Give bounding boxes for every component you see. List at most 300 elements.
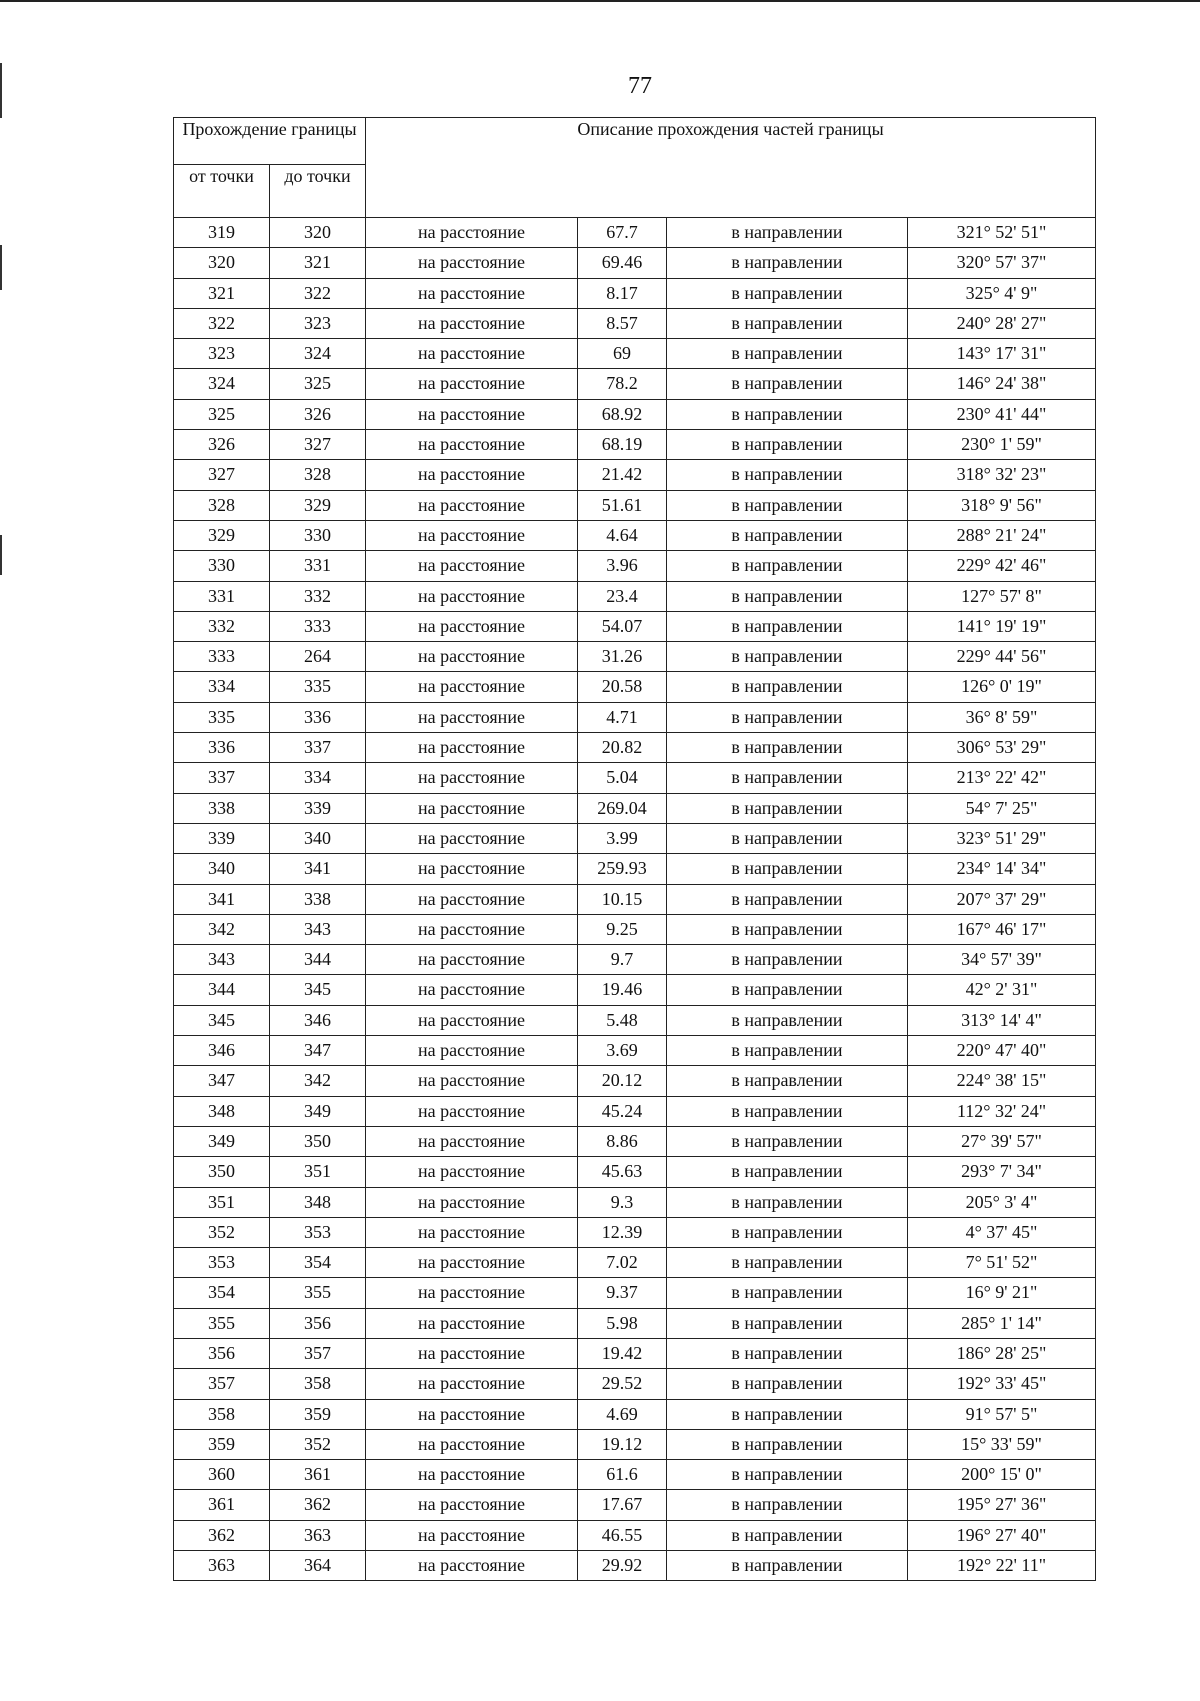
cell-distance-label: на расстояние — [366, 581, 578, 611]
cell-distance-value: 69.46 — [578, 248, 667, 278]
cell-direction-angle: 146° 24' 38" — [908, 369, 1096, 399]
cell-to-point: 345 — [270, 975, 366, 1005]
cell-direction-label: в направлении — [667, 399, 908, 429]
cell-from-point: 350 — [174, 1157, 270, 1187]
cell-direction-label: в направлении — [667, 1187, 908, 1217]
table-row — [174, 339, 1096, 369]
table-row — [174, 672, 1096, 702]
cell-to-point: 346 — [270, 1005, 366, 1035]
cell-distance-value: 51.61 — [578, 490, 667, 520]
cell-from-point: 363 — [174, 1551, 270, 1581]
cell-distance-value: 20.58 — [578, 672, 667, 702]
cell-from-point: 337 — [174, 763, 270, 793]
header-passage: Прохождение границы — [174, 118, 366, 165]
cell-distance-value: 8.86 — [578, 1126, 667, 1156]
cell-from-point: 334 — [174, 672, 270, 702]
cell-to-point: 327 — [270, 430, 366, 460]
cell-to-point: 348 — [270, 1187, 366, 1217]
cell-to-point: 325 — [270, 369, 366, 399]
cell-from-point: 357 — [174, 1369, 270, 1399]
cell-to-point: 328 — [270, 460, 366, 490]
cell-direction-angle: 229° 42' 46" — [908, 551, 1096, 581]
cell-direction-angle: 196° 27' 40" — [908, 1520, 1096, 1550]
cell-distance-value: 4.64 — [578, 520, 667, 550]
cell-to-point: 342 — [270, 1066, 366, 1096]
cell-distance-label: на расстояние — [366, 763, 578, 793]
cell-distance-label: на расстояние — [366, 339, 578, 369]
cell-distance-value: 3.69 — [578, 1036, 667, 1066]
cell-direction-angle: 318° 9' 56" — [908, 490, 1096, 520]
cell-to-point: 322 — [270, 278, 366, 308]
cell-to-point: 339 — [270, 793, 366, 823]
cell-to-point: 352 — [270, 1429, 366, 1459]
header-to-point: до точки — [270, 165, 366, 218]
table-row — [174, 1399, 1096, 1429]
cell-to-point: 349 — [270, 1096, 366, 1126]
cell-from-point: 333 — [174, 642, 270, 672]
cell-distance-value: 9.3 — [578, 1187, 667, 1217]
cell-direction-label: в направлении — [667, 1278, 908, 1308]
cell-distance-value: 69 — [578, 339, 667, 369]
cell-direction-label: в направлении — [667, 945, 908, 975]
cell-to-point: 329 — [270, 490, 366, 520]
cell-direction-label: в направлении — [667, 460, 908, 490]
cell-to-point: 343 — [270, 914, 366, 944]
cell-distance-label: на расстояние — [366, 611, 578, 641]
cell-direction-angle: 323° 51' 29" — [908, 823, 1096, 853]
cell-distance-label: на расстояние — [366, 308, 578, 338]
table-row — [174, 945, 1096, 975]
cell-distance-label: на расстояние — [366, 1096, 578, 1126]
cell-from-point: 346 — [174, 1036, 270, 1066]
cell-to-point: 323 — [270, 308, 366, 338]
cell-to-point: 330 — [270, 520, 366, 550]
cell-direction-angle: 127° 57' 8" — [908, 581, 1096, 611]
cell-distance-label: на расстояние — [366, 672, 578, 702]
table-row — [174, 278, 1096, 308]
cell-from-point: 361 — [174, 1490, 270, 1520]
table-row — [174, 1096, 1096, 1126]
cell-direction-label: в направлении — [667, 1520, 908, 1550]
cell-from-point: 345 — [174, 1005, 270, 1035]
cell-distance-label: на расстояние — [366, 793, 578, 823]
cell-direction-angle: 186° 28' 25" — [908, 1338, 1096, 1368]
cell-to-point: 331 — [270, 551, 366, 581]
cell-from-point: 352 — [174, 1217, 270, 1247]
cell-from-point: 349 — [174, 1126, 270, 1156]
table-row — [174, 642, 1096, 672]
cell-from-point: 359 — [174, 1429, 270, 1459]
cell-direction-label: в направлении — [667, 1429, 908, 1459]
cell-distance-value: 45.24 — [578, 1096, 667, 1126]
table-row — [174, 1036, 1096, 1066]
cell-distance-value: 45.63 — [578, 1157, 667, 1187]
table-row — [174, 823, 1096, 853]
table-row — [174, 520, 1096, 550]
cell-from-point: 343 — [174, 945, 270, 975]
cell-direction-angle: 230° 41' 44" — [908, 399, 1096, 429]
cell-direction-label: в направлении — [667, 1248, 908, 1278]
cell-to-point: 341 — [270, 854, 366, 884]
cell-distance-value: 4.71 — [578, 702, 667, 732]
cell-distance-label: на расстояние — [366, 854, 578, 884]
cell-to-point: 355 — [270, 1278, 366, 1308]
cell-from-point: 321 — [174, 278, 270, 308]
cell-to-point: 358 — [270, 1369, 366, 1399]
cell-distance-label: на расстояние — [366, 430, 578, 460]
cell-from-point: 335 — [174, 702, 270, 732]
cell-distance-value: 21.42 — [578, 460, 667, 490]
cell-from-point: 331 — [174, 581, 270, 611]
cell-direction-angle: 320° 57' 37" — [908, 248, 1096, 278]
cell-from-point: 348 — [174, 1096, 270, 1126]
cell-direction-angle: 126° 0' 19" — [908, 672, 1096, 702]
header-from-point: от точки — [174, 165, 270, 218]
cell-direction-angle: 230° 1' 59" — [908, 430, 1096, 460]
cell-direction-label: в направлении — [667, 430, 908, 460]
cell-direction-label: в направлении — [667, 733, 908, 763]
cell-distance-value: 54.07 — [578, 611, 667, 641]
table-row — [174, 551, 1096, 581]
cell-distance-value: 61.6 — [578, 1460, 667, 1490]
cell-distance-value: 23.4 — [578, 581, 667, 611]
cell-direction-label: в направлении — [667, 1036, 908, 1066]
cell-from-point: 328 — [174, 490, 270, 520]
cell-distance-label: на расстояние — [366, 884, 578, 914]
cell-to-point: 356 — [270, 1308, 366, 1338]
cell-to-point: 361 — [270, 1460, 366, 1490]
cell-direction-angle: 318° 32' 23" — [908, 460, 1096, 490]
cell-direction-angle: 224° 38' 15" — [908, 1066, 1096, 1096]
cell-distance-label: на расстояние — [366, 945, 578, 975]
cell-distance-label: на расстояние — [366, 1460, 578, 1490]
cell-distance-value: 9.25 — [578, 914, 667, 944]
cell-distance-value: 5.98 — [578, 1308, 667, 1338]
table-row — [174, 460, 1096, 490]
cell-distance-label: на расстояние — [366, 1551, 578, 1581]
cell-direction-angle: 27° 39' 57" — [908, 1126, 1096, 1156]
cell-direction-angle: 112° 32' 24" — [908, 1096, 1096, 1126]
cell-distance-label: на расстояние — [366, 1157, 578, 1187]
cell-distance-label: на расстояние — [366, 1338, 578, 1368]
cell-direction-angle: 36° 8' 59" — [908, 702, 1096, 732]
cell-direction-angle: 195° 27' 36" — [908, 1490, 1096, 1520]
cell-distance-label: на расстояние — [366, 490, 578, 520]
table-header — [174, 118, 1096, 218]
cell-direction-angle: 207° 37' 29" — [908, 884, 1096, 914]
cell-direction-angle: 288° 21' 24" — [908, 520, 1096, 550]
cell-distance-value: 7.02 — [578, 1248, 667, 1278]
cell-direction-angle: 143° 17' 31" — [908, 339, 1096, 369]
cell-from-point: 347 — [174, 1066, 270, 1096]
cell-to-point: 357 — [270, 1338, 366, 1368]
cell-direction-label: в направлении — [667, 308, 908, 338]
cell-direction-label: в направлении — [667, 1399, 908, 1429]
cell-from-point: 362 — [174, 1520, 270, 1550]
table-row — [174, 1551, 1096, 1581]
cell-from-point: 322 — [174, 308, 270, 338]
cell-to-point: 335 — [270, 672, 366, 702]
cell-from-point: 344 — [174, 975, 270, 1005]
cell-distance-value: 67.7 — [578, 218, 667, 248]
cell-direction-label: в направлении — [667, 914, 908, 944]
cell-direction-label: в направлении — [667, 1126, 908, 1156]
cell-direction-label: в направлении — [667, 1338, 908, 1368]
table-row — [174, 399, 1096, 429]
cell-distance-label: на расстояние — [366, 278, 578, 308]
table-row — [174, 369, 1096, 399]
cell-direction-angle: 220° 47' 40" — [908, 1036, 1096, 1066]
cell-distance-value: 9.7 — [578, 945, 667, 975]
cell-to-point: 264 — [270, 642, 366, 672]
cell-distance-value: 19.42 — [578, 1338, 667, 1368]
cell-direction-label: в направлении — [667, 884, 908, 914]
table-row — [174, 1005, 1096, 1035]
cell-distance-label: на расстояние — [366, 642, 578, 672]
cell-distance-label: на расстояние — [366, 248, 578, 278]
cell-direction-label: в направлении — [667, 581, 908, 611]
cell-direction-label: в направлении — [667, 1217, 908, 1247]
table-row — [174, 914, 1096, 944]
cell-direction-label: в направлении — [667, 702, 908, 732]
cell-direction-label: в направлении — [667, 823, 908, 853]
cell-distance-label: на расстояние — [366, 1490, 578, 1520]
cell-direction-angle: 42° 2' 31" — [908, 975, 1096, 1005]
cell-from-point: 354 — [174, 1278, 270, 1308]
cell-from-point: 327 — [174, 460, 270, 490]
cell-direction-label: в направлении — [667, 490, 908, 520]
cell-direction-label: в направлении — [667, 854, 908, 884]
cell-distance-value: 10.15 — [578, 884, 667, 914]
table-row — [174, 1066, 1096, 1096]
table-row — [174, 733, 1096, 763]
cell-direction-angle: 15° 33' 59" — [908, 1429, 1096, 1459]
cell-direction-label: в направлении — [667, 339, 908, 369]
cell-from-point: 339 — [174, 823, 270, 853]
cell-direction-angle: 285° 1' 14" — [908, 1308, 1096, 1338]
cell-from-point: 326 — [174, 430, 270, 460]
cell-distance-value: 20.82 — [578, 733, 667, 763]
cell-from-point: 329 — [174, 520, 270, 550]
table-row — [174, 1490, 1096, 1520]
cell-distance-label: на расстояние — [366, 551, 578, 581]
cell-to-point: 338 — [270, 884, 366, 914]
cell-to-point: 364 — [270, 1551, 366, 1581]
cell-from-point: 320 — [174, 248, 270, 278]
cell-direction-angle: 213° 22' 42" — [908, 763, 1096, 793]
table-row — [174, 1429, 1096, 1459]
cell-from-point: 323 — [174, 339, 270, 369]
cell-direction-label: в направлении — [667, 1066, 908, 1096]
cell-to-point: 359 — [270, 1399, 366, 1429]
cell-direction-angle: 205° 3' 4" — [908, 1187, 1096, 1217]
cell-distance-label: на расстояние — [366, 1217, 578, 1247]
cell-direction-angle: 91° 57' 5" — [908, 1399, 1096, 1429]
cell-direction-angle: 240° 28' 27" — [908, 308, 1096, 338]
cell-distance-value: 9.37 — [578, 1278, 667, 1308]
page-number: 77 — [628, 73, 652, 99]
cell-distance-value: 31.26 — [578, 642, 667, 672]
cell-distance-value: 3.99 — [578, 823, 667, 853]
table-row — [174, 1338, 1096, 1368]
cell-direction-label: в направлении — [667, 1460, 908, 1490]
cell-distance-label: на расстояние — [366, 218, 578, 248]
table-row — [174, 1520, 1096, 1550]
cell-direction-label: в направлении — [667, 672, 908, 702]
table-row — [174, 702, 1096, 732]
cell-from-point: 332 — [174, 611, 270, 641]
cell-distance-value: 78.2 — [578, 369, 667, 399]
table-row — [174, 248, 1096, 278]
cell-to-point: 363 — [270, 1520, 366, 1550]
cell-direction-angle: 4° 37' 45" — [908, 1217, 1096, 1247]
cell-to-point: 333 — [270, 611, 366, 641]
cell-direction-label: в направлении — [667, 642, 908, 672]
cell-direction-angle: 192° 22' 11" — [908, 1551, 1096, 1581]
cell-distance-value: 68.19 — [578, 430, 667, 460]
cell-direction-label: в направлении — [667, 763, 908, 793]
cell-direction-label: в направлении — [667, 975, 908, 1005]
cell-distance-value: 20.12 — [578, 1066, 667, 1096]
cell-from-point: 338 — [174, 793, 270, 823]
header-description: Описание прохождения частей границы — [366, 118, 1096, 218]
cell-to-point: 351 — [270, 1157, 366, 1187]
table-row — [174, 218, 1096, 248]
cell-distance-label: на расстояние — [366, 520, 578, 550]
cell-direction-angle: 141° 19' 19" — [908, 611, 1096, 641]
cell-distance-value: 46.55 — [578, 1520, 667, 1550]
cell-direction-angle: 192° 33' 45" — [908, 1369, 1096, 1399]
table-row — [174, 611, 1096, 641]
cell-distance-value: 12.39 — [578, 1217, 667, 1247]
cell-distance-label: на расстояние — [366, 1278, 578, 1308]
cell-distance-label: на расстояние — [366, 1399, 578, 1429]
cell-direction-label: в направлении — [667, 551, 908, 581]
cell-direction-label: в направлении — [667, 1551, 908, 1581]
table-row — [174, 1126, 1096, 1156]
table-row — [174, 975, 1096, 1005]
table-row — [174, 308, 1096, 338]
cell-direction-label: в направлении — [667, 1096, 908, 1126]
cell-to-point: 340 — [270, 823, 366, 853]
cell-direction-label: в направлении — [667, 218, 908, 248]
cell-from-point: 336 — [174, 733, 270, 763]
cell-to-point: 326 — [270, 399, 366, 429]
table-row — [174, 1369, 1096, 1399]
cell-distance-label: на расстояние — [366, 1248, 578, 1278]
left-margin-marks — [0, 0, 10, 1701]
table-row — [174, 1248, 1096, 1278]
cell-distance-value: 17.67 — [578, 1490, 667, 1520]
cell-direction-angle: 16° 9' 21" — [908, 1278, 1096, 1308]
cell-distance-value: 29.92 — [578, 1551, 667, 1581]
cell-from-point: 358 — [174, 1399, 270, 1429]
table-row — [174, 884, 1096, 914]
cell-to-point: 344 — [270, 945, 366, 975]
cell-from-point: 360 — [174, 1460, 270, 1490]
cell-direction-angle: 325° 4' 9" — [908, 278, 1096, 308]
cell-distance-label: на расстояние — [366, 1126, 578, 1156]
cell-direction-angle: 54° 7' 25" — [908, 793, 1096, 823]
cell-from-point: 341 — [174, 884, 270, 914]
cell-distance-label: на расстояние — [366, 702, 578, 732]
cell-to-point: 324 — [270, 339, 366, 369]
table-row — [174, 430, 1096, 460]
cell-distance-label: на расстояние — [366, 823, 578, 853]
table-row — [174, 490, 1096, 520]
table-row — [174, 1460, 1096, 1490]
table-row — [174, 1187, 1096, 1217]
table-row — [174, 854, 1096, 884]
cell-direction-label: в направлении — [667, 793, 908, 823]
cell-distance-label: на расстояние — [366, 399, 578, 429]
cell-distance-label: на расстояние — [366, 733, 578, 763]
cell-to-point: 337 — [270, 733, 366, 763]
cell-distance-value: 3.96 — [578, 551, 667, 581]
cell-to-point: 353 — [270, 1217, 366, 1247]
table-row — [174, 763, 1096, 793]
cell-distance-label: на расстояние — [366, 460, 578, 490]
cell-from-point: 351 — [174, 1187, 270, 1217]
cell-distance-label: на расстояние — [366, 1066, 578, 1096]
cell-to-point: 347 — [270, 1036, 366, 1066]
cell-direction-angle: 313° 14' 4" — [908, 1005, 1096, 1035]
cell-distance-value: 19.12 — [578, 1429, 667, 1459]
top-scan-edge — [0, 0, 1200, 2]
cell-direction-angle: 7° 51' 52" — [908, 1248, 1096, 1278]
cell-distance-label: на расстояние — [366, 1429, 578, 1459]
cell-distance-label: на расстояние — [366, 975, 578, 1005]
table-row — [174, 1308, 1096, 1338]
cell-distance-label: на расстояние — [366, 1187, 578, 1217]
cell-direction-angle: 167° 46' 17" — [908, 914, 1096, 944]
cell-from-point: 356 — [174, 1338, 270, 1368]
cell-distance-label: на расстояние — [366, 1308, 578, 1338]
cell-distance-value: 19.46 — [578, 975, 667, 1005]
cell-distance-label: на расстояние — [366, 1005, 578, 1035]
cell-to-point: 362 — [270, 1490, 366, 1520]
cell-direction-angle: 306° 53' 29" — [908, 733, 1096, 763]
cell-direction-label: в направлении — [667, 1369, 908, 1399]
cell-distance-value: 29.52 — [578, 1369, 667, 1399]
cell-to-point: 334 — [270, 763, 366, 793]
cell-direction-angle: 200° 15' 0" — [908, 1460, 1096, 1490]
cell-to-point: 350 — [270, 1126, 366, 1156]
cell-distance-label: на расстояние — [366, 1520, 578, 1550]
cell-from-point: 330 — [174, 551, 270, 581]
cell-from-point: 325 — [174, 399, 270, 429]
cell-from-point: 319 — [174, 218, 270, 248]
cell-distance-label: на расстояние — [366, 1036, 578, 1066]
cell-from-point: 342 — [174, 914, 270, 944]
cell-distance-value: 5.04 — [578, 763, 667, 793]
cell-direction-label: в направлении — [667, 278, 908, 308]
table-row — [174, 1157, 1096, 1187]
cell-direction-label: в направлении — [667, 1308, 908, 1338]
cell-distance-value: 5.48 — [578, 1005, 667, 1035]
cell-to-point: 336 — [270, 702, 366, 732]
cell-direction-label: в направлении — [667, 1005, 908, 1035]
cell-distance-value: 8.57 — [578, 308, 667, 338]
table-row — [174, 581, 1096, 611]
boundary-table — [173, 117, 1096, 1581]
cell-distance-label: на расстояние — [366, 914, 578, 944]
cell-direction-label: в направлении — [667, 248, 908, 278]
table-row — [174, 1278, 1096, 1308]
cell-direction-angle: 229° 44' 56" — [908, 642, 1096, 672]
table-row — [174, 793, 1096, 823]
cell-from-point: 324 — [174, 369, 270, 399]
